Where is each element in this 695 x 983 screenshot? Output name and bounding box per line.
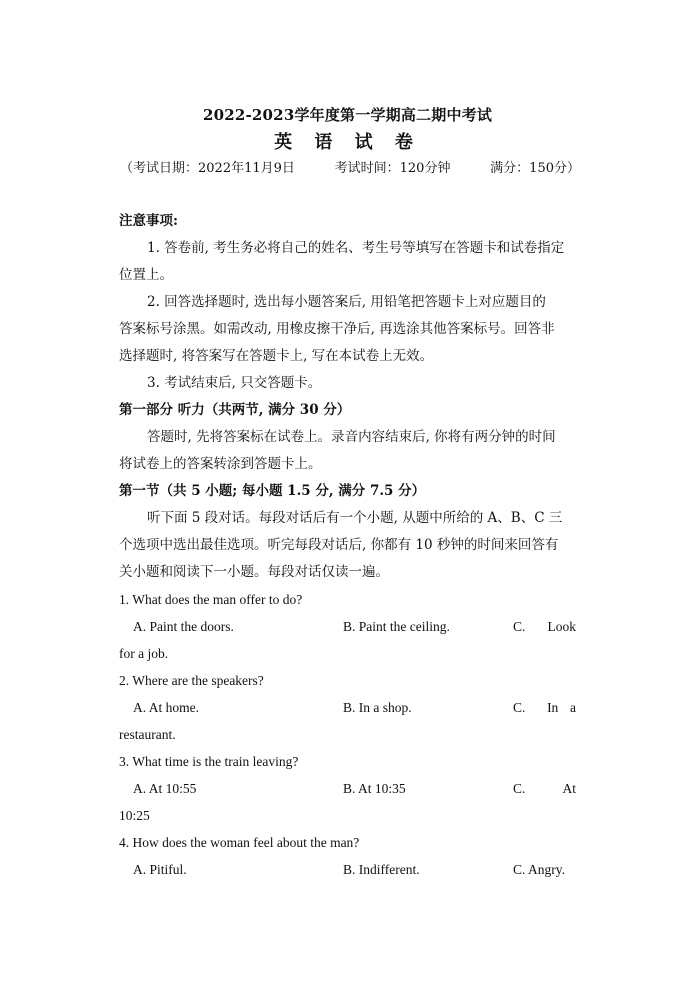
question-2-option-c-word2: a: [569, 700, 576, 715]
part1-desc-line-2: 将试卷上的答案转涂到答题卡上。: [119, 456, 322, 472]
question-1-option-c-text: Look: [547, 619, 576, 634]
part1-heading: 第一部分 听力（共两节, 满分 30 分）: [119, 402, 351, 418]
exam-title: 2022-2023学年度第一学期高二期中考试: [202, 106, 493, 124]
question-1-option-a: A. Paint the doors.: [133, 619, 234, 634]
section1-desc-line-1: 听下面 5 段对话。每段对话后有一个小题, 从题中所给的 A、B、C 三: [147, 510, 563, 526]
question-2-option-c-letter: C.: [513, 700, 526, 715]
note-2-line-3: 选择题时, 将答案写在答题卡上, 写在本试卷上无效。: [119, 348, 434, 364]
subject-title: 英 语 试 卷: [274, 132, 421, 153]
section1-heading: 第一节（共 5 小题; 每小题 1.5 分, 满分 7.5 分）: [119, 483, 426, 499]
question-2-option-c: [513, 694, 576, 721]
question-4-options: [119, 856, 576, 883]
full-score: 满分：150分）: [490, 161, 580, 176]
question-1-option-c: [513, 613, 576, 640]
question-2-option-b: B. In a shop.: [343, 700, 412, 715]
section1-desc-line-3: 关小题和阅读下一小题。每段对话仅读一遍。: [119, 564, 389, 580]
question-3-option-c-letter: C.: [513, 781, 526, 796]
question-4-stem: 4. How does the woman feel about the man?: [119, 835, 360, 850]
question-1-option-b: B. Paint the ceiling.: [343, 619, 450, 634]
note-3: 3. 考试结束后, 只交答题卡。: [147, 375, 322, 391]
question-4-option-c: C. Angry.: [513, 862, 566, 877]
exam-time: 考试时间：120分钟: [334, 161, 451, 176]
question-4-option-a: A. Pitiful.: [133, 862, 187, 877]
question-1-options: [119, 613, 576, 640]
question-1-option-c-wrap: for a job.: [119, 646, 169, 661]
question-3-option-c-wrap: 10:25: [119, 808, 150, 823]
question-2-stem: 2. Where are the speakers?: [119, 673, 264, 688]
question-3-option-c-text: At: [562, 781, 576, 796]
part1-desc-line-1: 答题时, 先将答案标在试卷上。录音内容结束后, 你将有两分钟的时间: [147, 429, 556, 445]
question-2-option-c-wrap: restaurant.: [119, 727, 176, 742]
section1-desc-line-2: 个选项中选出最佳选项。听完每段对话后, 你都有 10 秒钟的时间来回答有: [119, 537, 559, 553]
question-3-option-b: B. At 10:35: [343, 781, 406, 796]
question-2-option-a: A. At home.: [133, 700, 199, 715]
question-3-option-a: A. At 10:55: [133, 781, 197, 796]
question-1-option-c-letter: C.: [513, 619, 526, 634]
note-2-line-2: 答案标号涂黑。如需改动, 用橡皮擦干净后, 再选涂其他答案标号。回答非: [119, 321, 555, 337]
question-3-options: [119, 775, 576, 802]
note-2-line-1: 2. 回答选择题时, 选出每小题答案后, 用铅笔把答题卡上对应题目的: [147, 294, 546, 310]
exam-info: [120, 157, 580, 176]
question-3-stem: 3. What time is the train leaving?: [119, 754, 299, 769]
exam-body: [119, 208, 576, 883]
exam-date: （考试日期：2022年11月9日: [120, 161, 295, 176]
note-1-line-2: 位置上。: [119, 267, 173, 283]
question-3-option-c: [513, 775, 576, 802]
question-4-option-b: B. Indifferent.: [343, 862, 420, 877]
question-2-options: [119, 694, 576, 721]
question-1-stem: 1. What does the man offer to do?: [119, 592, 303, 607]
question-2-option-c-word1: In: [547, 700, 559, 715]
notes-heading: 注意事项:: [119, 213, 178, 229]
note-1-line-1: 1. 答卷前, 考生务必将自己的姓名、考生号等填写在答题卡和试卷指定: [147, 240, 565, 256]
